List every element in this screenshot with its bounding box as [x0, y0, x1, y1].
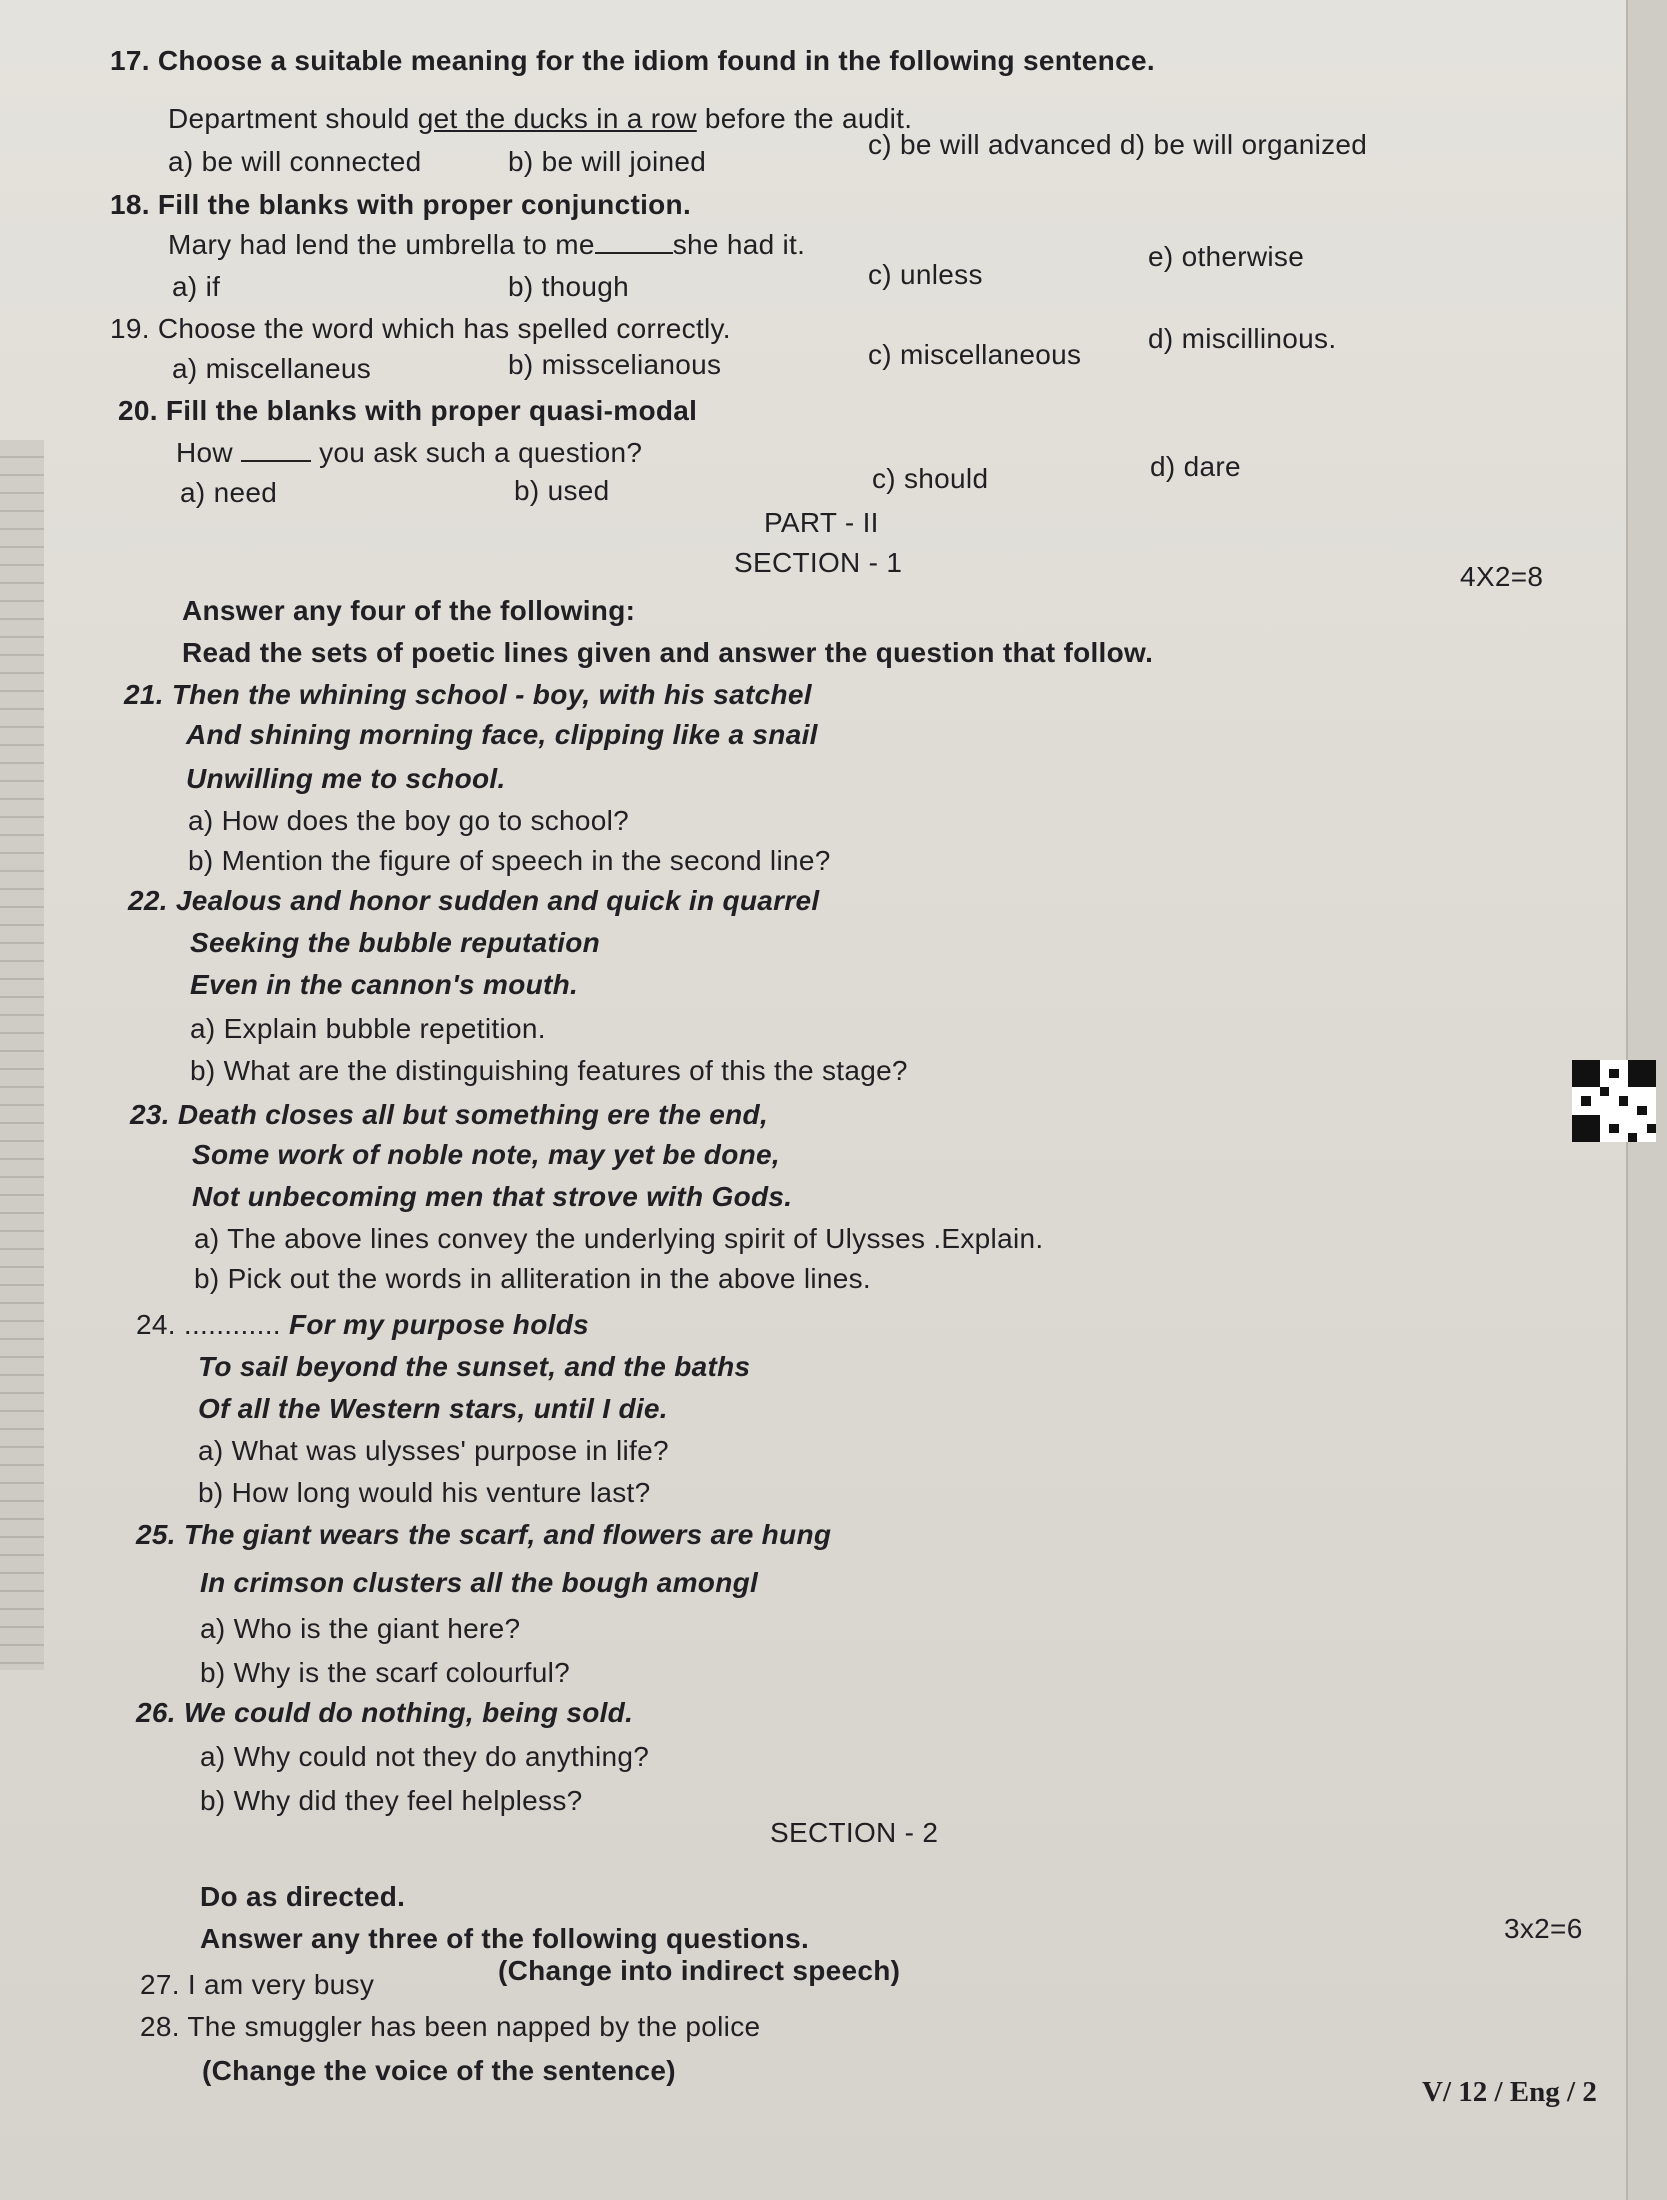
q24-line-1: [136, 1308, 589, 1342]
section1-directions: Read the sets of poetic lines given and answer the question that follow.: [182, 637, 1154, 668]
q18-stem: 18. Fill the blanks with proper conjunction.: [110, 189, 692, 220]
q21-line-1: 21. Then the whining school - boy, with his satchel: [124, 679, 812, 710]
q24-line-3: Of all the Western stars, until I die.: [198, 1393, 668, 1424]
q19-option-d: d) miscillinous.: [1148, 323, 1337, 354]
part-title: PART - II: [764, 507, 879, 538]
q17-option-cd: c) be will advanced d) be will organized: [868, 129, 1368, 160]
q17-sentence: [168, 102, 912, 136]
section2-directions: Answer any three of the following questions.: [200, 1923, 810, 1954]
q26-line-1: 26. We could do nothing, being sold.: [136, 1697, 634, 1728]
q18-sentence-post: she had it.: [672, 229, 806, 260]
section1-instruction: Answer any four of the following:: [182, 595, 636, 626]
q21-question-b: b) Mention the figure of speech in the second line?: [188, 845, 831, 876]
q23-line-3: Not unbecoming men that strove with Gods.: [192, 1181, 793, 1212]
q22-question-a: a) Explain bubble repetition.: [190, 1013, 546, 1044]
q27-direction: (Change into indirect speech): [498, 1955, 901, 1986]
q20-option-b: b) used: [514, 475, 610, 506]
q20-option-c: c) should: [872, 463, 989, 494]
q20-sentence-post: you ask such a question?: [311, 437, 643, 468]
q19-stem: 19. Choose the word which has spelled correctly.: [110, 313, 731, 344]
q19-option-a: a) miscellaneus: [172, 353, 372, 384]
q20-option-a: a) need: [180, 477, 278, 508]
q24-line-1-text: For my purpose holds: [280, 1309, 589, 1340]
q25-line-2: In crimson clusters all the bough amongl: [200, 1567, 759, 1598]
q18-sentence: [168, 228, 805, 262]
q23-question-a: a) The above lines convey the underlying spirit of Ulysses .Explain.: [194, 1223, 1044, 1254]
q26-question-a: a) Why could not they do anything?: [200, 1741, 650, 1772]
q20-sentence-pre: How: [176, 437, 241, 468]
page-code: V/ 12 / Eng / 2: [1422, 2076, 1597, 2108]
section2-marks: 3x2=6: [1504, 1913, 1583, 1944]
q24-question-b: b) How long would his venture last?: [198, 1477, 651, 1508]
q19-option-b: b) misscelianous: [508, 349, 722, 380]
q17-option-a: a) be will connected: [168, 146, 422, 177]
q17-sentence-pre: Department should: [168, 103, 418, 134]
q20-stem: 20. Fill the blanks with proper quasi-modal: [118, 395, 698, 426]
q22-line-2: Seeking the bubble reputation: [190, 927, 601, 958]
q18-sentence-pre: Mary had lend the umbrella to me: [168, 229, 595, 260]
q17-stem: 17. Choose a suitable meaning for the idiom found in the following sentence.: [110, 45, 1155, 76]
q20-option-d: d) dare: [1150, 451, 1241, 482]
q20-blank: [241, 438, 311, 462]
q25-line-1: 25. The giant wears the scarf, and flowers are hung: [136, 1519, 832, 1550]
q18-option-e: e) otherwise: [1148, 241, 1305, 272]
q22-question-b: b) What are the distinguishing features of this the stage?: [190, 1055, 908, 1086]
q18-option-b: b) though: [508, 271, 630, 302]
q18-blank: [595, 230, 673, 254]
section1-title: SECTION - 1: [734, 547, 903, 578]
q17-option-b: b) be will joined: [508, 146, 707, 177]
q17-sentence-post: before the audit.: [696, 103, 913, 134]
q26-question-b: b) Why did they feel helpless?: [200, 1785, 583, 1816]
q24-number: 24. ............: [136, 1309, 281, 1340]
q18-option-c: c) unless: [868, 259, 983, 290]
q24-line-2: To sail beyond the sunset, and the baths: [198, 1351, 751, 1382]
q21-question-a: a) How does the boy go to school?: [188, 805, 630, 836]
q25-question-b: b) Why is the scarf colourful?: [200, 1657, 571, 1688]
q23-question-b: b) Pick out the words in alliteration in the above lines.: [194, 1263, 872, 1294]
section1-marks: 4X2=8: [1460, 561, 1544, 592]
q24-question-a: a) What was ulysses' purpose in life?: [198, 1435, 669, 1466]
q22-line-3: Even in the cannon's mouth.: [190, 969, 579, 1000]
q22-line-1: 22. Jealous and honor sudden and quick in quarrel: [128, 885, 820, 916]
q19-option-c: c) miscellaneous: [868, 339, 1082, 370]
q23-line-1: 23. Death closes all but something ere the end,: [130, 1099, 769, 1130]
q28-direction: (Change the voice of the sentence): [202, 2055, 676, 2086]
section2-instruction: Do as directed.: [200, 1881, 406, 1912]
q21-line-3: Unwilling me to school.: [186, 763, 506, 794]
q18-option-a: a) if: [172, 271, 221, 302]
q17-idiom: get the ducks in a row: [417, 103, 697, 134]
q28-text: 28. The smuggler has been napped by the police: [140, 2011, 761, 2042]
q21-line-2: And shining morning face, clipping like a snail: [186, 719, 818, 750]
section2-title: SECTION - 2: [770, 1817, 939, 1848]
q23-line-2: Some work of noble note, may yet be done,: [192, 1139, 780, 1170]
q25-question-a: a) Who is the giant here?: [200, 1613, 521, 1644]
qr-code-icon: [1572, 1060, 1656, 1142]
q27-text: 27. I am very busy: [140, 1969, 375, 2000]
q20-sentence: [176, 436, 642, 470]
